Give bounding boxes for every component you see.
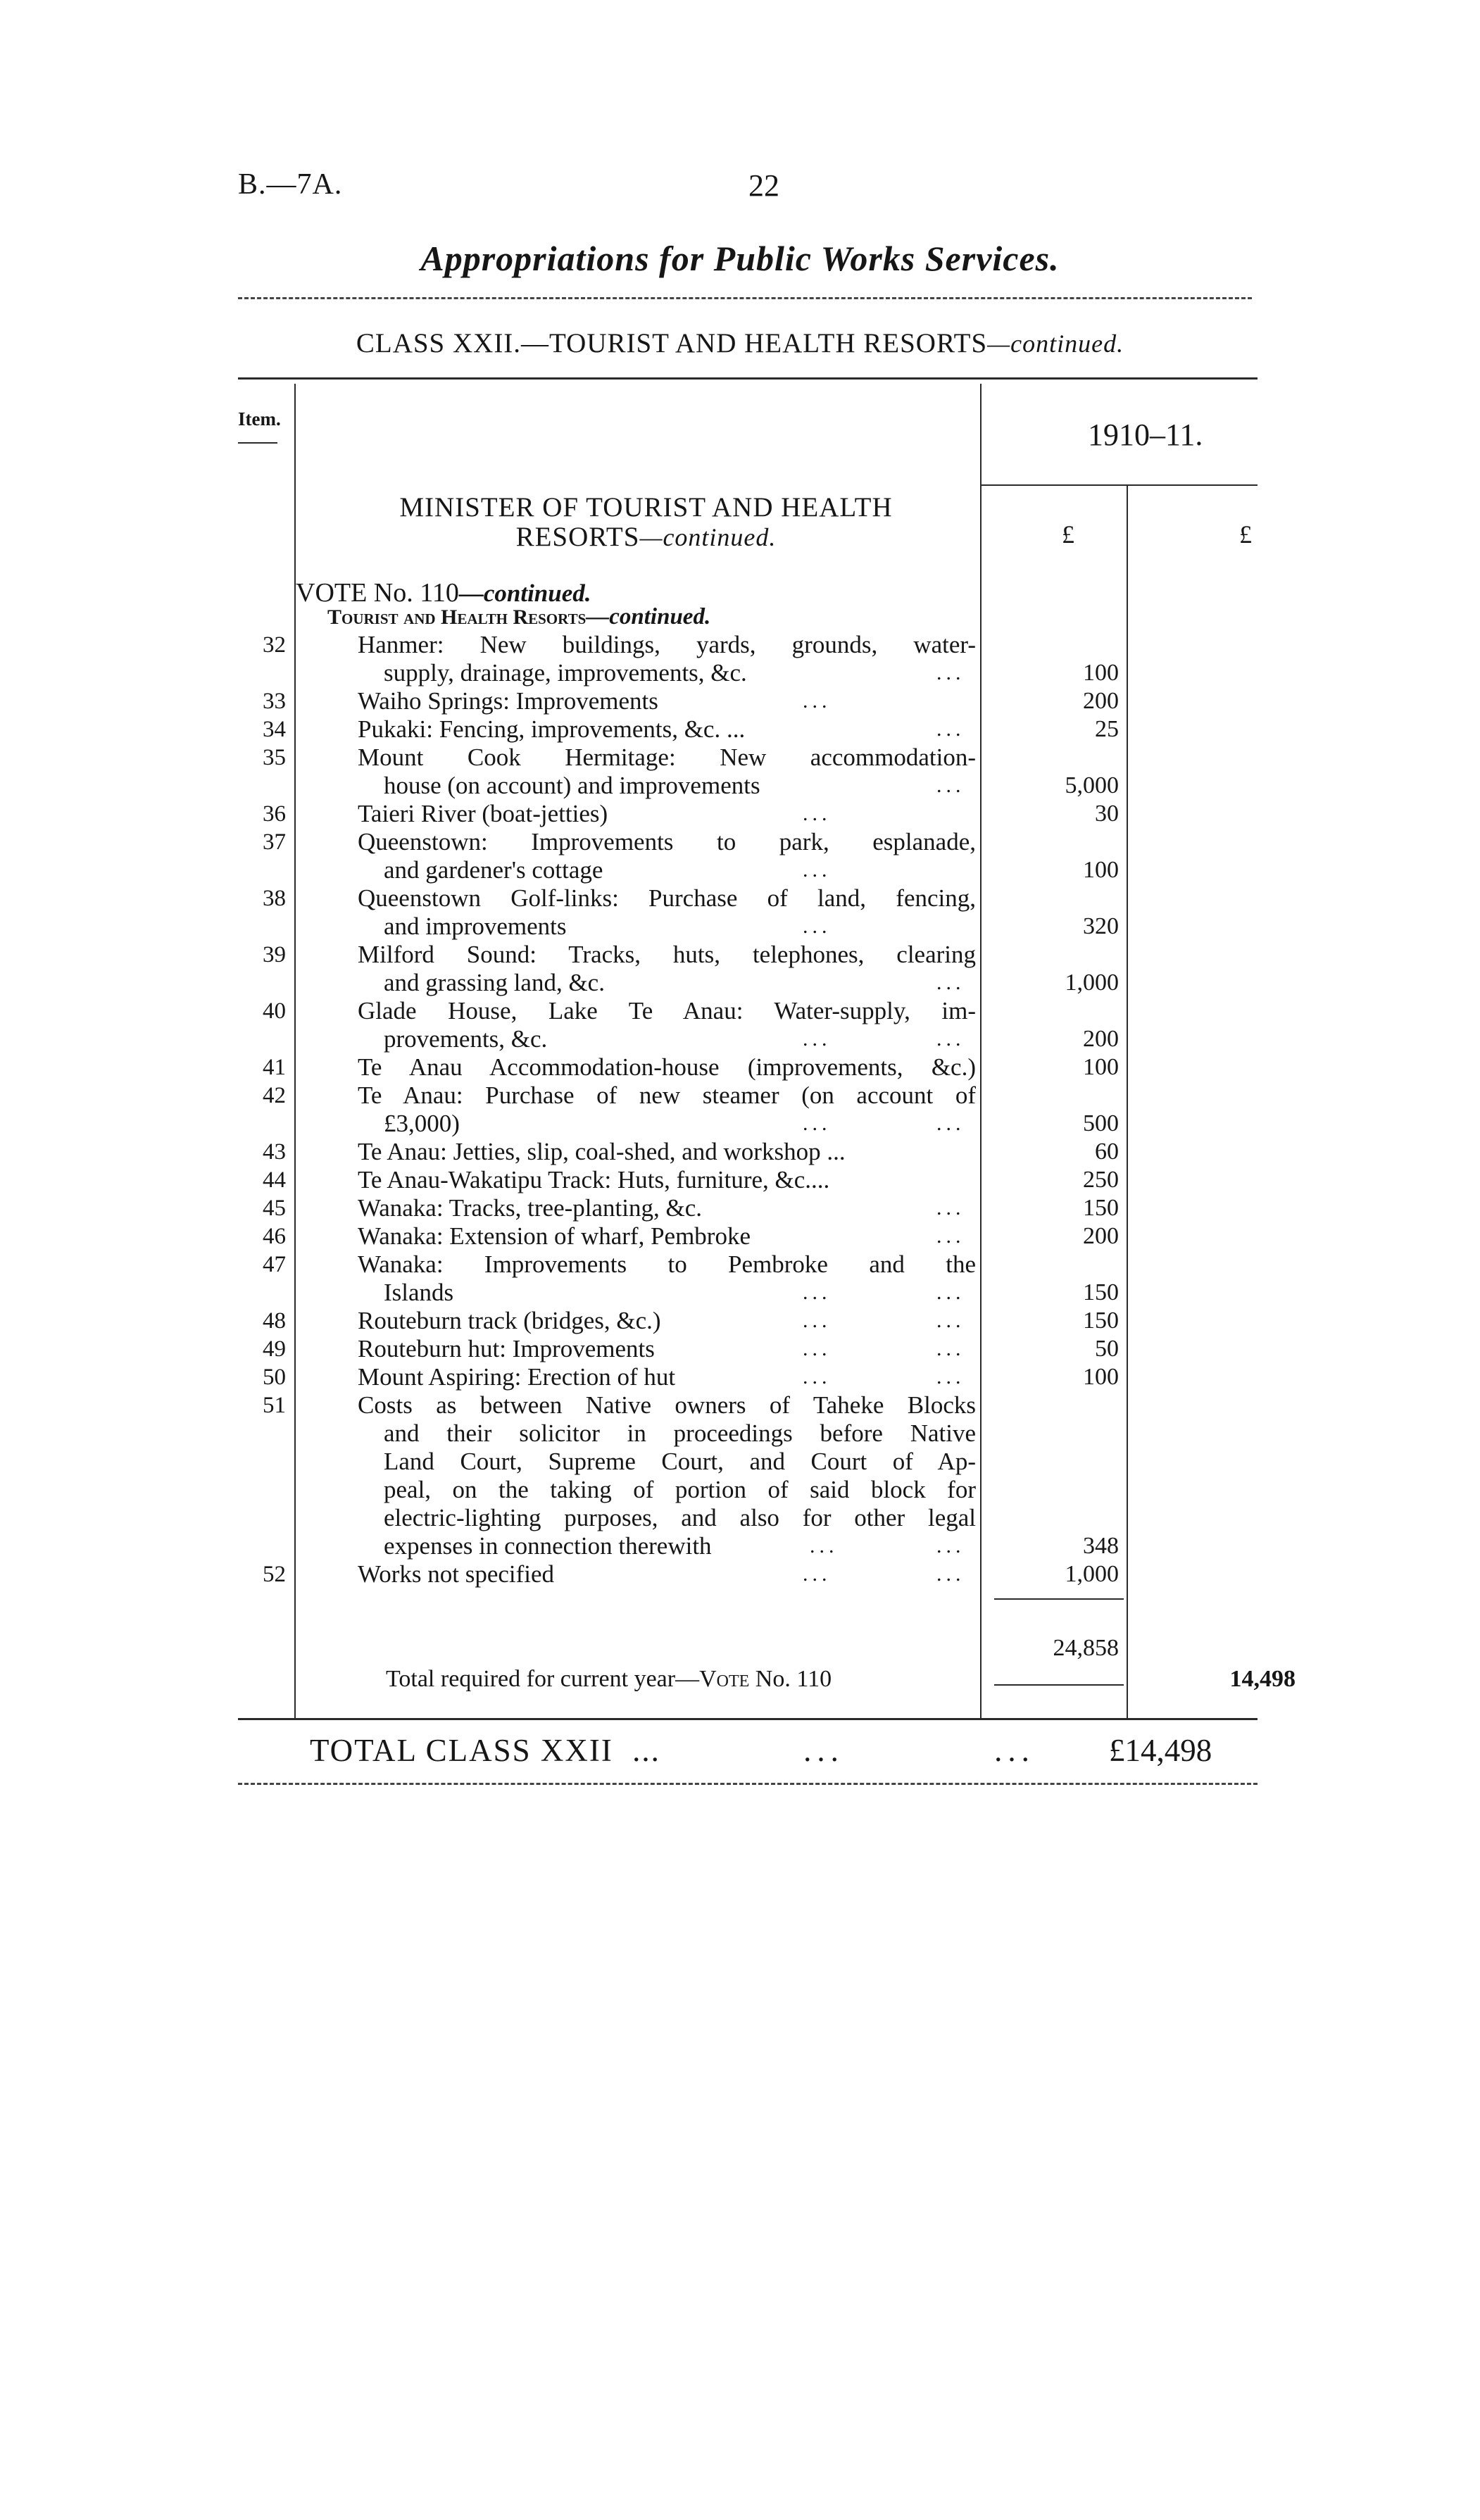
item-description: Queenstown Golf-links: Purchase of land, fencing, bbox=[358, 884, 976, 912]
table-row bbox=[0, 884, 1480, 913]
item-description: Wanaka: Improvements to Pembroke and the bbox=[358, 1250, 976, 1278]
item-description: Hanmer: New buildings, yards, grounds, water- bbox=[358, 631, 976, 658]
table-row bbox=[0, 1053, 1480, 1082]
table-row bbox=[0, 1335, 1480, 1363]
section-subheading bbox=[327, 604, 710, 630]
table-top-rule bbox=[238, 377, 1258, 380]
minister-heading bbox=[317, 493, 975, 552]
table-row-continuation bbox=[0, 1419, 1480, 1448]
item-number: 34 bbox=[263, 717, 286, 742]
item-amount: 100 bbox=[1083, 1054, 1119, 1080]
item-description: supply, drainage, improvements, &c. bbox=[384, 659, 747, 687]
grand-total-label bbox=[310, 1732, 1035, 1769]
item-description: and gardener's cottage bbox=[384, 856, 603, 884]
item-description: and improvements bbox=[384, 913, 567, 940]
leader-dots: ... bbox=[936, 1027, 965, 1051]
item-number: 52 bbox=[263, 1562, 286, 1587]
table-row-continuation bbox=[0, 1448, 1480, 1476]
item-number: 35 bbox=[263, 745, 286, 770]
item-description: Waiho Springs: Improvements bbox=[358, 687, 658, 715]
item-number: 43 bbox=[263, 1139, 286, 1165]
table-row bbox=[0, 1138, 1480, 1166]
year-header-rule bbox=[980, 484, 1258, 486]
item-amount: 200 bbox=[1083, 1223, 1119, 1249]
leader-dots: ... bbox=[810, 1534, 839, 1557]
leader-dots: ... bbox=[936, 1196, 965, 1220]
item-description: Queenstown: Improvements to park, esplanade, bbox=[358, 828, 976, 855]
item-description: Wanaka: Extension of wharf, Pembroke bbox=[358, 1222, 751, 1250]
class-heading-suffix: —continued. bbox=[987, 330, 1124, 358]
item-amount: 500 bbox=[1083, 1110, 1119, 1136]
total-rule bbox=[994, 1684, 1124, 1686]
item-description: Mount Aspiring: Erection of hut bbox=[358, 1363, 676, 1391]
item-number: 46 bbox=[263, 1224, 286, 1249]
table-bottom-rule bbox=[238, 1718, 1258, 1720]
item-amount: 30 bbox=[1095, 801, 1119, 827]
leader-dots: ... bbox=[803, 1027, 832, 1051]
item-amount: 100 bbox=[1083, 1364, 1119, 1390]
leader-dots: ... bbox=[936, 661, 965, 684]
table-row-continuation bbox=[0, 659, 1480, 687]
item-description: Pukaki: Fencing, improvements, &c. ... bbox=[358, 715, 746, 743]
section-subheading-suffix: —continued. bbox=[586, 604, 711, 629]
leader-dots: ... bbox=[936, 1534, 965, 1557]
leader-dots: ... bbox=[936, 717, 965, 741]
table-row bbox=[0, 1363, 1480, 1391]
table-row bbox=[0, 744, 1480, 772]
item-number: 45 bbox=[263, 1196, 286, 1221]
item-amount: 150 bbox=[1083, 1279, 1119, 1305]
leader-dots: ... bbox=[936, 1365, 965, 1388]
total-required-label bbox=[386, 1666, 832, 1693]
grand-total-amount: £14,498 bbox=[1109, 1733, 1212, 1768]
leader-dots: ... bbox=[803, 1562, 832, 1586]
item-description: Taieri River (boat-jetties) bbox=[358, 800, 608, 827]
leader-dots: ... bbox=[936, 774, 965, 797]
item-amount: 200 bbox=[1083, 1026, 1119, 1052]
total-required-amount: 14,498 bbox=[1229, 1666, 1296, 1692]
item-number: 32 bbox=[263, 632, 286, 658]
total-label-text: Total required for current year— bbox=[386, 1666, 700, 1692]
item-number: 48 bbox=[263, 1308, 286, 1334]
item-amount: 1,000 bbox=[1065, 970, 1119, 996]
item-number: 44 bbox=[263, 1167, 286, 1193]
leader-dots: ... bbox=[803, 1337, 832, 1360]
year-column-header: 1910–11. bbox=[1088, 418, 1203, 452]
total-vote-word: Vote bbox=[699, 1666, 750, 1692]
leader-dots: ... bbox=[803, 802, 832, 825]
table-row bbox=[0, 828, 1480, 856]
table-row bbox=[0, 631, 1480, 659]
item-number: 47 bbox=[263, 1252, 286, 1277]
item-amount: 320 bbox=[1083, 913, 1119, 939]
item-amount: 5,000 bbox=[1065, 772, 1119, 798]
item-amount: 1,000 bbox=[1065, 1561, 1119, 1587]
item-description: electric-lighting purposes, and also for other legal bbox=[384, 1504, 976, 1531]
table-row-continuation bbox=[0, 1476, 1480, 1504]
table-row bbox=[0, 715, 1480, 744]
item-column-header: Item. bbox=[238, 408, 281, 430]
leader-dots: ... bbox=[803, 1365, 832, 1388]
leader-dots: ... bbox=[936, 1309, 965, 1332]
item-description: Milford Sound: Tracks, huts, telephones, clearing bbox=[358, 941, 976, 968]
item-description: £3,000) bbox=[384, 1110, 460, 1137]
table-row bbox=[0, 1307, 1480, 1335]
table-row bbox=[0, 1194, 1480, 1222]
item-number: 42 bbox=[263, 1083, 286, 1108]
grand-total-dots-1: ... bbox=[632, 1733, 660, 1768]
item-description: Mount Cook Hermitage: New accommodation- bbox=[358, 744, 976, 771]
table-row bbox=[0, 1560, 1480, 1588]
leader-dots: ... bbox=[936, 971, 965, 994]
table-row-continuation bbox=[0, 1279, 1480, 1307]
item-description: Costs as between Native owners of Taheke Blocks bbox=[358, 1391, 976, 1419]
table-row bbox=[0, 1391, 1480, 1419]
table-row bbox=[0, 941, 1480, 969]
footer-divider bbox=[238, 1783, 1258, 1785]
leader-dots: ... bbox=[936, 1562, 965, 1586]
leader-dots: ... bbox=[803, 915, 832, 938]
item-number: 39 bbox=[263, 942, 286, 967]
item-amount: 200 bbox=[1083, 688, 1119, 714]
table-row-continuation bbox=[0, 1532, 1480, 1560]
item-amount: 100 bbox=[1083, 660, 1119, 686]
table-row bbox=[0, 997, 1480, 1025]
minister-heading-line2 bbox=[317, 522, 975, 552]
grand-total-text: TOTAL CLASS XXII bbox=[310, 1733, 613, 1768]
item-description: Routeburn hut: Improvements bbox=[358, 1335, 655, 1362]
leader-dots: ... bbox=[803, 1281, 832, 1304]
class-heading-text: CLASS XXII.—TOURIST AND HEALTH RESORTS bbox=[356, 328, 988, 358]
total-vote-number: No. 110 bbox=[755, 1666, 832, 1692]
section-subheading-text: Tourist and Health Resorts bbox=[327, 606, 587, 629]
subtotal-amount: 24,858 bbox=[1053, 1635, 1119, 1661]
leader-dots: ... bbox=[936, 1112, 965, 1135]
item-amount: 25 bbox=[1095, 716, 1119, 742]
item-description: and their solicitor in proceedings before Native bbox=[384, 1419, 976, 1447]
table-row-continuation bbox=[0, 772, 1480, 800]
leader-dots: ... bbox=[803, 1309, 832, 1332]
item-description: peal, on the taking of portion of said block for bbox=[384, 1476, 976, 1503]
item-description: Te Anau-Wakatipu Track: Huts, furniture, &c.... bbox=[358, 1166, 830, 1193]
subtotal-rule bbox=[994, 1598, 1124, 1600]
table-row bbox=[0, 687, 1480, 715]
item-description: Te Anau: Jetties, slip, coal-shed, and workshop ... bbox=[358, 1138, 846, 1165]
item-description: provements, &c. bbox=[384, 1025, 548, 1053]
minister-heading-line1: MINISTER OF TOURIST AND HEALTH bbox=[399, 492, 893, 522]
leader-dots: ... bbox=[936, 1337, 965, 1360]
item-description: Land Court, Supreme Court, and Court of Ap- bbox=[384, 1448, 976, 1475]
item-number: 40 bbox=[263, 998, 286, 1024]
table-row bbox=[0, 1166, 1480, 1194]
page-number: 22 bbox=[748, 168, 779, 203]
table-row bbox=[0, 1082, 1480, 1110]
item-amount: 150 bbox=[1083, 1308, 1119, 1334]
leader-dots: ... bbox=[936, 1281, 965, 1304]
item-number: 37 bbox=[263, 829, 286, 855]
item-description: and grassing land, &c. bbox=[384, 969, 605, 996]
table-row-continuation bbox=[0, 856, 1480, 884]
page-title: Appropriations for Public Works Services. bbox=[420, 239, 1060, 278]
item-description: Te Anau: Purchase of new steamer (on account of bbox=[358, 1082, 976, 1109]
table-row bbox=[0, 800, 1480, 828]
table-row-continuation bbox=[0, 1025, 1480, 1053]
leader-dots: ... bbox=[803, 689, 832, 713]
grand-total-dots-3: ... bbox=[994, 1733, 1035, 1768]
document-reference: B.—7A. bbox=[238, 168, 343, 201]
vote-suffix: —continued. bbox=[458, 579, 591, 607]
item-number: 51 bbox=[263, 1393, 286, 1418]
vote-label: VOTE No. 110 bbox=[296, 578, 459, 608]
class-heading bbox=[0, 327, 1480, 359]
item-number: 49 bbox=[263, 1336, 286, 1362]
item-amount: 250 bbox=[1083, 1167, 1119, 1193]
table-row-continuation bbox=[0, 1504, 1480, 1532]
item-amount: 60 bbox=[1095, 1139, 1119, 1165]
item-description: Works not specified bbox=[358, 1560, 555, 1588]
item-number: 33 bbox=[263, 689, 286, 714]
item-description: Te Anau Accommodation-house (improvements, &c.) bbox=[358, 1053, 976, 1081]
currency-symbol-column1: £ bbox=[1062, 520, 1074, 548]
item-description: Islands bbox=[384, 1279, 454, 1306]
minister-heading-line2-text: RESORTS bbox=[515, 522, 640, 552]
item-amount: 150 bbox=[1083, 1195, 1119, 1221]
table-row bbox=[0, 1222, 1480, 1250]
item-amount: 100 bbox=[1083, 857, 1119, 883]
grand-total-dots-2: ... bbox=[803, 1733, 844, 1768]
leader-dots: ... bbox=[803, 858, 832, 882]
item-amount: 348 bbox=[1083, 1533, 1119, 1559]
item-description: Glade House, Lake Te Anau: Water-supply, im- bbox=[358, 997, 976, 1024]
currency-symbol-column2: £ bbox=[1239, 520, 1252, 548]
leader-dots: ... bbox=[936, 1224, 965, 1248]
item-description: expenses in connection therewith bbox=[384, 1532, 712, 1560]
item-amount: 50 bbox=[1095, 1336, 1119, 1362]
leader-dots: ... bbox=[803, 1112, 832, 1135]
table-row-continuation bbox=[0, 1110, 1480, 1138]
minister-heading-suffix: —continued. bbox=[639, 523, 777, 551]
item-header-underline bbox=[238, 442, 277, 444]
item-number: 50 bbox=[263, 1365, 286, 1390]
item-description: Routeburn track (bridges, &c.) bbox=[358, 1307, 661, 1334]
item-number: 41 bbox=[263, 1055, 286, 1080]
title-divider bbox=[238, 297, 1252, 299]
item-number: 36 bbox=[263, 801, 286, 827]
item-description: Wanaka: Tracks, tree-planting, &c. bbox=[358, 1194, 702, 1222]
table-row bbox=[0, 1250, 1480, 1279]
table-row-continuation bbox=[0, 969, 1480, 997]
table-row-continuation bbox=[0, 913, 1480, 941]
item-number: 38 bbox=[263, 886, 286, 911]
item-description: house (on account) and improvements bbox=[384, 772, 760, 799]
